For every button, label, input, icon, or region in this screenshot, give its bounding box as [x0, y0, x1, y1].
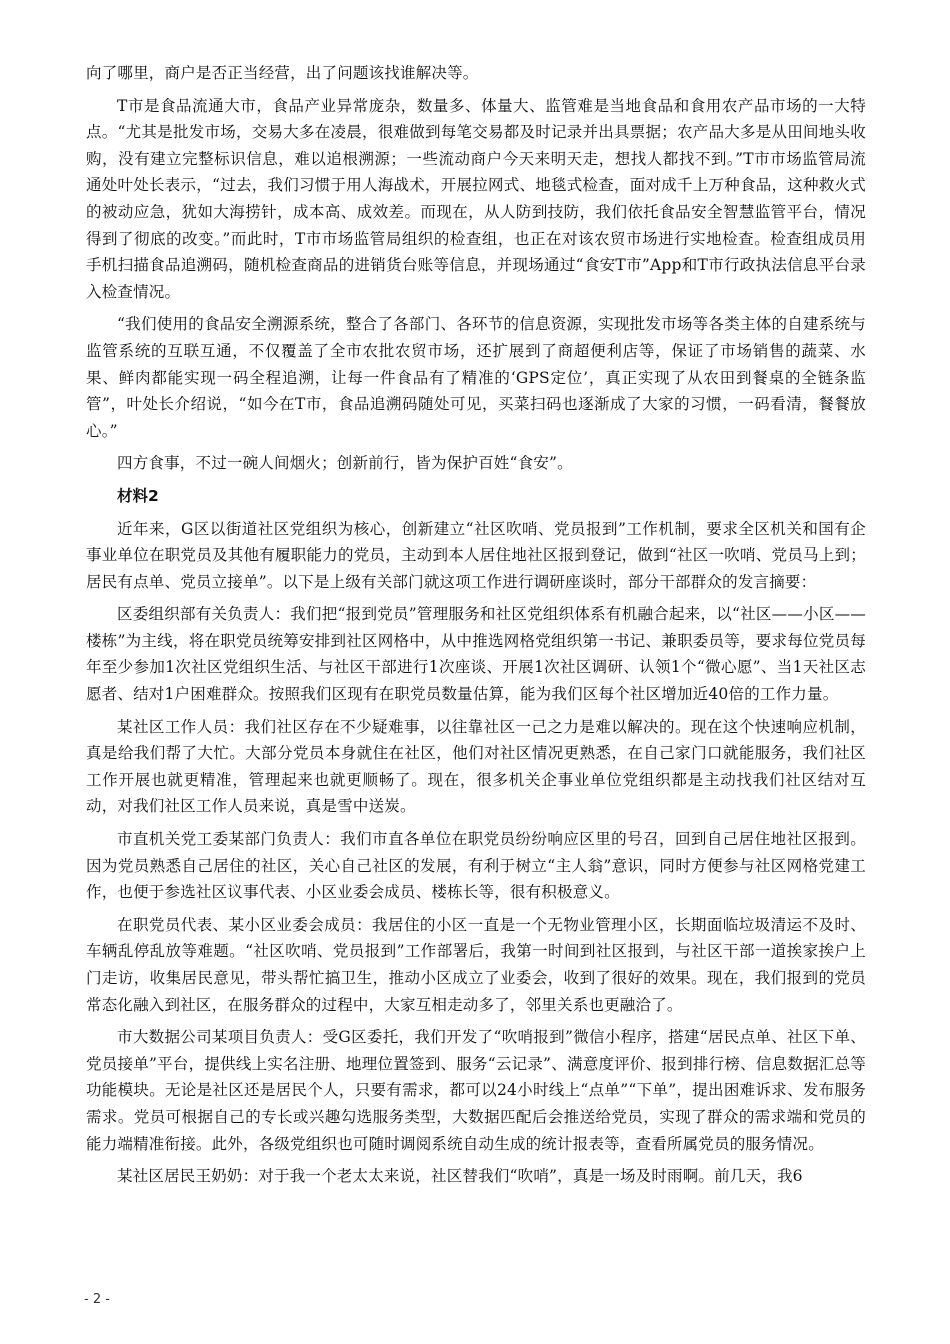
paragraph-traceability-system: “我们使用的食品安全溯源系统，整合了各部门、各环节的信息资源，实现批发市场等各类主体的自建系统与监管系统的互联互通，不仅覆盖了全市农批农贸市场，还扩展到了商超便利店等，保证了市场销售的蔬菜、水果、鲜肉都能实现一码全程追溯，让每一件食品有了精准的‘GPS定位’，真正实现了从农田到餐桌的全链条监管”，叶处长介绍说，“如今在T市，食品追溯码随处可见，买菜扫码也逐渐成了大家的习惯，一码看清，餐餐放心。” — [86, 315, 866, 440]
paragraph-g-district-intro: 近年来，G区以街道社区党组织为核心，创新建立“社区吹哨、党员报到”工作机制，要求全区机关和国有企事业单位在职党员及其他有履职能力的党员，主动到本人居住地社区报到登记，做到“社区一吹哨、党员马上到；居民有点单、党员立接单”。以下是上级有关部门就这项工作进行调研座谈时，部分干部群众的发言摘要： — [86, 519, 866, 591]
paragraph-food-safety-closing: 四方食事，不过一碗人间烟火；创新前行，皆为保护百姓“食安”。 — [117, 454, 573, 473]
paragraph-community-worker: 某社区工作人员：我们社区存在不少疑难事，以往靠社区一己之力是难以解决的。现在这个快速响应机制，真是给我们帮了大忙。大部分党员本身就住在社区，他们对社区情况更熟悉，在自己家门口就能服务，我们社区工作开展也就更精准，管理起来也就更顺畅了。现在，很多机关企事业单位党组织都是主动找我们社区结对互动，对我们社区工作人员来说，真是雪中送炭。 — [86, 717, 866, 816]
section-heading-material-2: 材料2 — [117, 486, 159, 505]
paragraph-continued: 向了哪里，商户是否正当经营，出了问题该找谁解决等。 — [86, 64, 479, 82]
paragraph-party-member-representative: 在职党员代表、某小区业委会成员：我居住的小区一直是一个无物业管理小区，长期面临垃圾清运不及时、车辆乱停乱放等难题。“社区吹哨、党员报到”工作部署后，我第一时间到社区报到，与社区干部一道挨家挨户上门走访，收集居民意见，带头帮忙搞卫生，推动小区成立了业委会，收到了很好的效果。现在，我们报到的党员常态化融入到社区，在服务群众的过程中，大家互相走动多了，邻里关系也更融洽了。 — [86, 915, 866, 1014]
document-body — [86, 60, 866, 1196]
paragraph-t-city-food-market: T市是食品流通大市，食品产业异常庞杂，数量多、体量大、监管难是当地食品和食用农产品市场的一大特点。“尤其是批发市场，交易大多在凌晨，很难做到每笔交易都及时记录并出具票据；农产品大多是从田间地头收购，没有建立完整标识信息，难以追根溯源；一些流动商户今天来明天走，想找人都找不到。”T市市场监管局流通处叶处长表示，“过去，我们习惯于用人海战术，开展拉网式、地毯式检查，面对成千上万种食品，这种救火式的被动应急，犹如大海捞针，成本高、成效差。而现在，从人防到技防，我们依托食品安全智慧监管平台，情况得到了彻底的改变。”而此时，T市市场监管局组织的检查组，也正在对该农贸市场进行实地检查。检查组成员用手机扫描食品追溯码，随机检查商品的进销货台账等信息，并现场通过“食安T市”App和T市行政执法信息平台录入检查情况。 — [86, 96, 866, 301]
page-number: - 2 - — [84, 1292, 110, 1307]
paragraph-resident-grandma-wang: 某社区居民王奶奶：对于我一个老太太来说，社区替我们“吹哨”，真是一场及时雨啊。前几天，我6 — [117, 1167, 803, 1186]
paragraph-organization-department: 区委组织部有关负责人：我们把“报到党员”管理服务和社区党组织体系有机融合起来，以“社区——小区——楼栋”为主线，将在职党员统筹安排到社区网格中，从中推选网格党组织第一书记、兼职委员等，要求每位党员每年至少参加1次社区党组织生活、与社区干部进行1次座谈、开展1次社区调研、认领1个“微心愿”、当1天社区志愿者、结对1户困难群众。按照我们区现有在职党员数量估算，能为我们区每个社区增加近40倍的工作力量。 — [86, 605, 866, 704]
paragraph-municipal-party-committee: 市直机关党工委某部门负责人：我们市直各单位在职党员纷纷响应区里的号召，回到自己居住地社区报到。因为党员熟悉自己居住的社区，关心自己社区的发展，有利于树立“主人翁”意识，同时方便参与社区网格党建工作，也便于参选社区议事代表、小区业委会成员、楼栋长等，很有积极意义。 — [86, 830, 866, 902]
paragraph-big-data-company: 市大数据公司某项目负责人：受G区委托，我们开发了“吹哨报到”微信小程序，搭建“居民点单、社区下单、党员接单”平台，提供线上实名注册、地理位置签到、服务“云记录”、满意度评价、报到排行榜、信息数据汇总等功能模块。无论是社区还是居民个人，只要有需求，都可以24小时线上“点单”“下单”，提出困难诉求、发布服务需求。党员可根据自己的专长或兴趣勾选服务类型，大数据匹配后会推送给党员，实现了群众的需求端和党员的能力端精准衔接。此外，各级党组织也可随时调阅系统自动生成的统计报表等，查看所属党员的服务情况。 — [86, 1028, 866, 1153]
